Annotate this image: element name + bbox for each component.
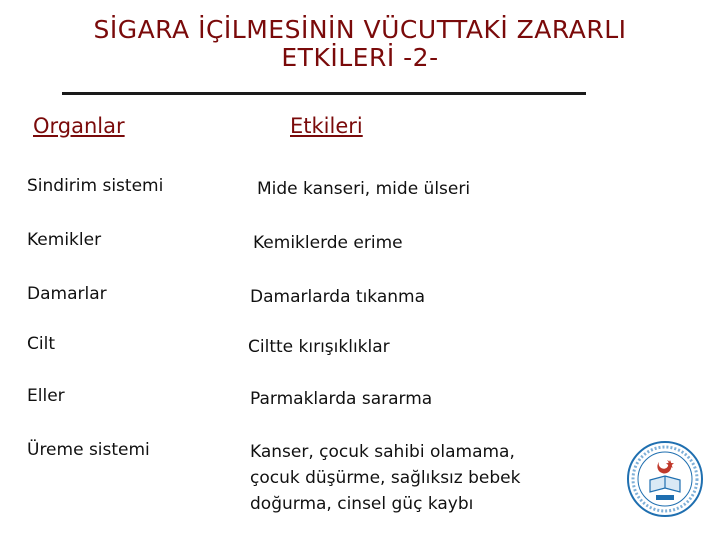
organ-cell: Damarlar: [27, 284, 107, 304]
ministry-seal-icon: [626, 440, 704, 518]
effect-cell: Ciltte kırışıklıklar: [248, 337, 390, 357]
effect-cell: [250, 439, 610, 517]
header-organs: Organlar: [33, 114, 125, 138]
effect-line: Kanser, çocuk sahibi olamama,: [250, 442, 515, 462]
title-line-1: SİGARA İÇİLMESİNİN VÜCUTTAKİ ZARARLI: [93, 15, 627, 44]
organ-cell: Kemikler: [27, 230, 102, 250]
effect-cell: Kemiklerde erime: [253, 233, 403, 253]
title-underline: [62, 92, 586, 95]
organ-cell: Cilt: [27, 334, 55, 354]
organ-cell: Eller: [27, 386, 65, 406]
organ-cell: Sindirim sistemi: [27, 176, 164, 196]
effect-cell: Mide kanseri, mide ülseri: [257, 179, 471, 199]
effect-line: doğurma, cinsel güç kaybı: [250, 494, 474, 514]
organ-cell: Üreme sistemi: [27, 440, 150, 460]
effect-line: çocuk düşürme, sağlıksız bebek: [250, 468, 521, 488]
header-effects: Etkileri: [290, 114, 363, 138]
effect-cell: Damarlarda tıkanma: [250, 287, 426, 307]
title-line-2: ETKİLERİ -2-: [281, 43, 439, 72]
effect-cell: Parmaklarda sararma: [250, 389, 433, 409]
page-title: [0, 16, 720, 72]
